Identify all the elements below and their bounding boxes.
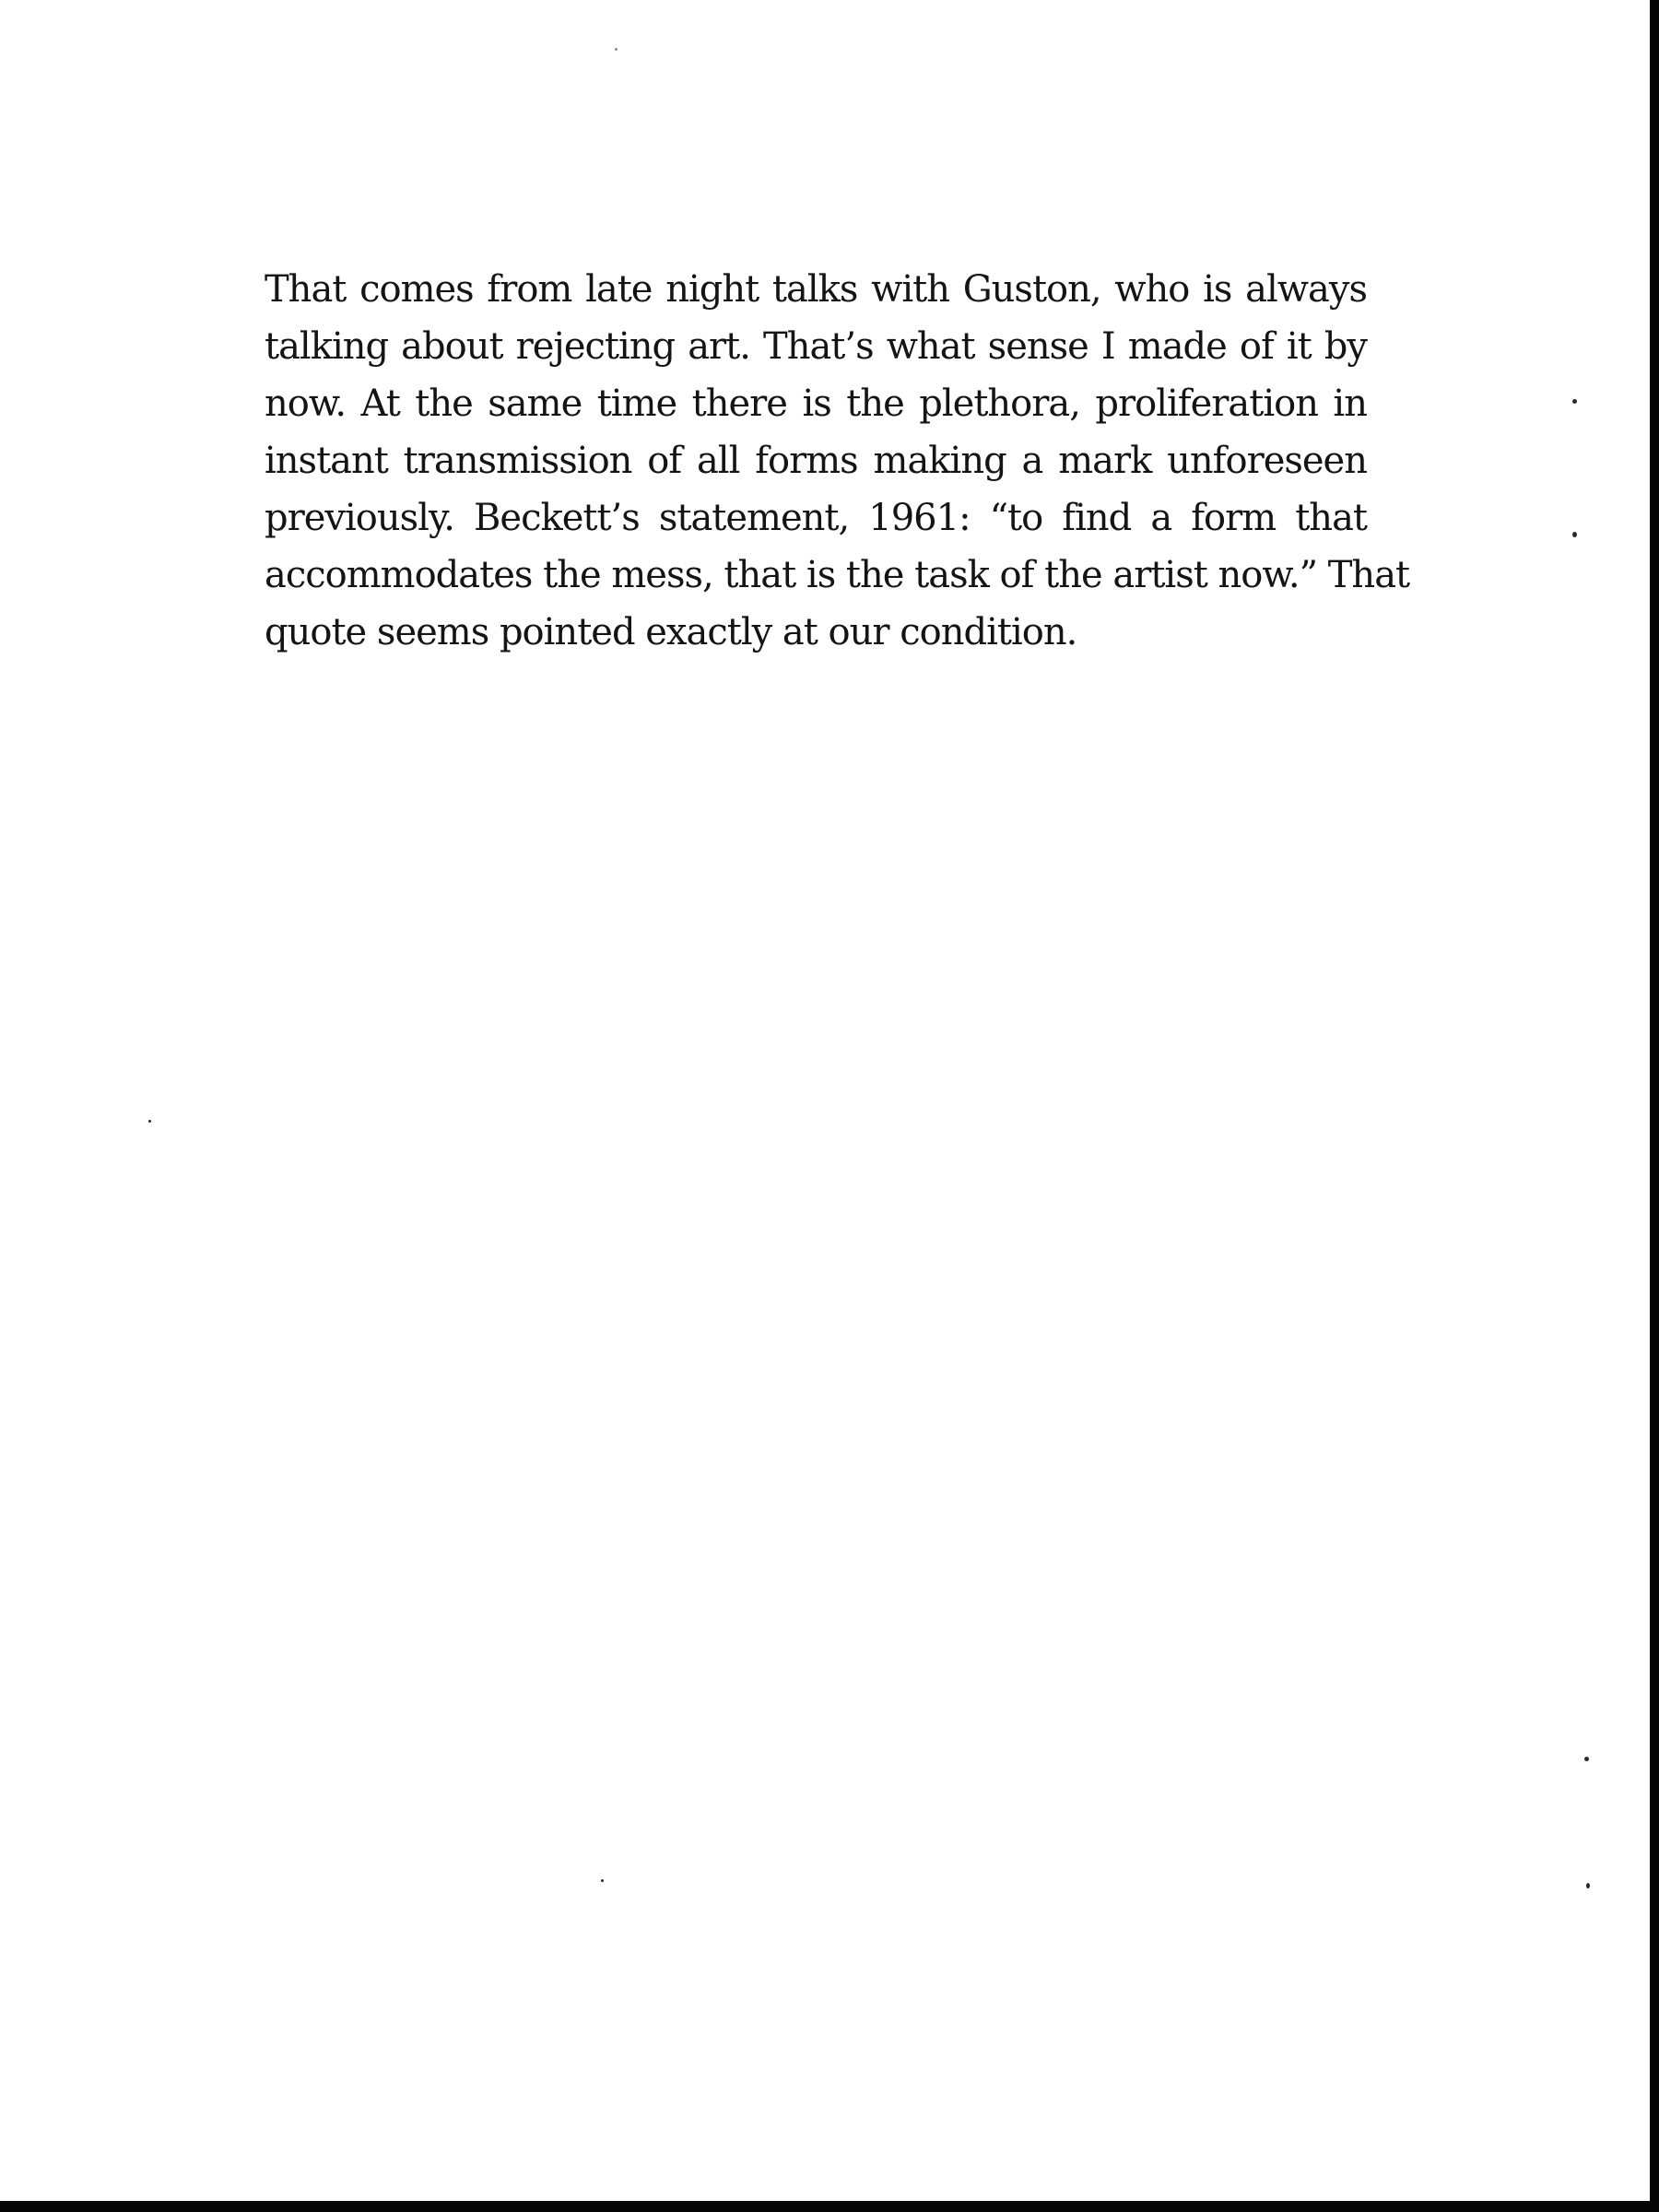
paragraph-line: instant transmission of all forms making a mark unforeseen [265,440,1367,482]
paragraph-line: previously. Beckett’s statement, 1961: “to find a form that [265,497,1367,539]
scan-speck [1572,532,1577,537]
paragraph-line: now. At the same time there is the plethora, proliferation in [265,382,1367,425]
scan-speck [1586,1883,1590,1888]
scan-speck [1584,1757,1589,1761]
scan-border-right [1650,0,1659,2212]
scan-speck [601,1879,604,1882]
scan-speck [1572,399,1577,404]
paragraph-line: talking about rejecting art. That’s what sense I made of it by [265,325,1367,368]
scan-border-bottom [0,2201,1659,2212]
scan-speck [148,1120,151,1123]
paragraph-line: That comes from late night talks with Guston, who is always [265,268,1367,311]
scan-speck [615,48,618,51]
paragraph [265,261,1410,661]
paragraph-line: quote seems pointed exactly at our condition. [265,611,1077,653]
paragraph-line: accommodates the mess, that is the task of the artist now.” That [265,554,1410,596]
